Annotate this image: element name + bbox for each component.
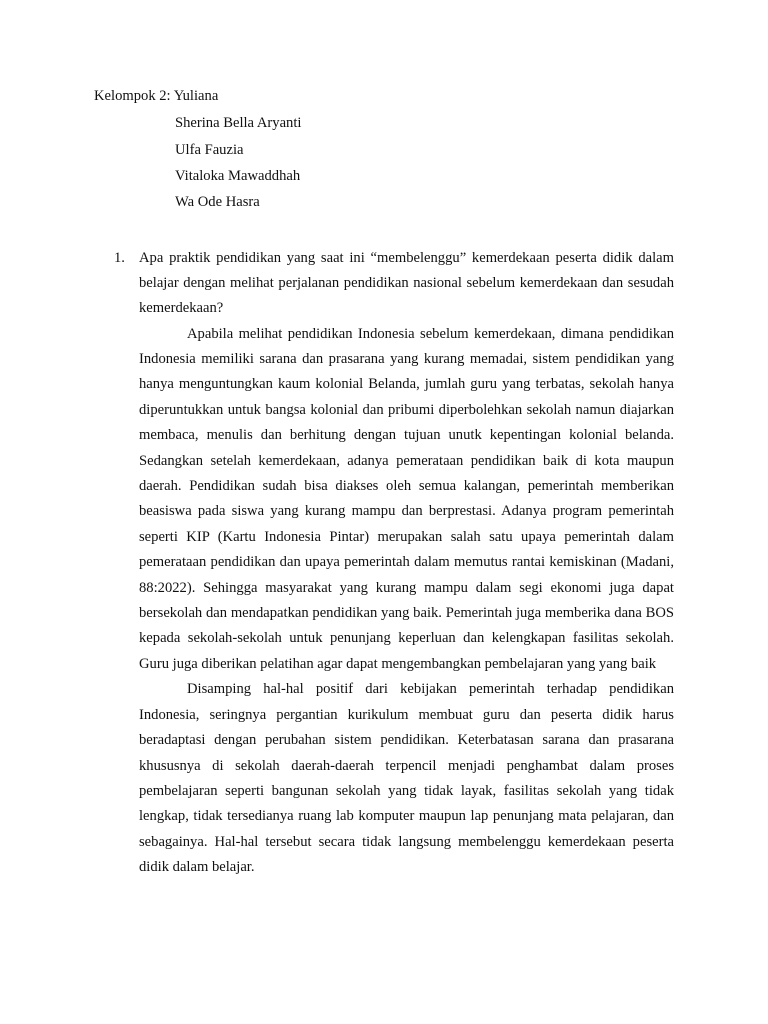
group-member: Vitaloka Mawaddhah	[175, 168, 301, 184]
question-number: 1.	[114, 250, 125, 266]
group-member: Wa Ode Hasra	[175, 194, 260, 210]
question-body	[139, 246, 674, 881]
group-member: Ulfa Fauzia	[175, 142, 244, 158]
answer-paragraph: Disamping hal-hal positif dari kebijakan pemerintah terhadap pendidikan Indonesia, seringnya pergantian kurikulum membuat guru dan peserta didik harus beradaptasi dengan perubahan sistem pendidikan. Keterbatasan sarana dan prasarana khususnya di sekolah daerah-daerah terpencil menjadi penghambat dalam proses pembelajaran seperti bangunan sekolah yang tidak layak, fasilitas sekolah yang tidak lengkap, tidak tersedianya ruang lab komputer maupun lap penunjang mata pelajaran, dan sebagainya. Hal-hal tersebut secara tidak langsung membelenggu kemerdekaan peserta didik dalam belajar.	[139, 681, 674, 876]
group-heading: Kelompok 2: Yuliana	[94, 88, 219, 104]
question-text: Apa praktik pendidikan yang saat ini “membelenggu” kemerdekaan peserta didik dalam belajar dengan melihat perjalanan pendidikan nasional sebelum kemerdekaan dan sesudah kemerdekaan?	[139, 250, 674, 317]
group-member: Sherina Bella Aryanti	[175, 115, 302, 131]
answer-paragraph: Apabila melihat pendidikan Indonesia sebelum kemerdekaan, dimana pendidikan Indonesia memiliki sarana dan prasarana yang kurang memadai, sistem pendidikan yang hanya menguntungkan kaum kolonial Belanda, jumlah guru yang terbatas, sekolah hanya diperuntukkan untuk bangsa kolonial dan pribumi diperbolehkan sekolah namun diajarkan membaca, menulis dan berhitung dengan tujuan unutk kepentingan kolonial belanda. Sedangkan setelah kemerdekaan, adanya pemerataan pendidikan baik di kota maupun daerah. Pendidikan sudah bisa diakses oleh semua kalangan, pemerintah memberikan beasiswa pada siswa yang kurang mampu dan berprestasi. Adanya program pemerintah seperti KIP (Kartu Indonesia Pintar) merupakan salah satu upaya pemerintah dalam pemerataan pendidikan dan upaya pemerintah dalam memutus rantai kemiskinan (Madani, 88:2022). Sehingga masyarakat yang kurang mampu dalam segi ekonomi juga dapat bersekolah dan mendapatkan pendidikan yang baik. Pemerintah juga memberika dana BOS kepada sekolah-sekolah untuk penunjang keperluan dan kelengkapan fasilitas sekolah. Guru juga diberikan pelatihan agar dapat mengembangkan pembelajaran yang yang baik	[139, 325, 674, 672]
